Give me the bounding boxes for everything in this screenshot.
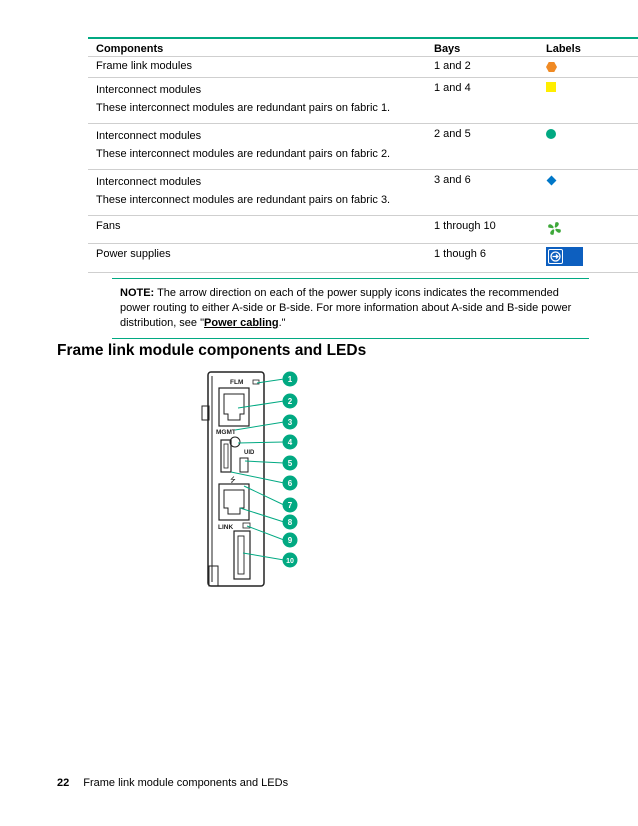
section-title: Frame link module components and LEDs — [57, 342, 367, 359]
table-header — [88, 39, 638, 57]
component-name: Fans — [96, 220, 121, 232]
component-note: These interconnect modules are redundant pairs on fabric 2. — [96, 148, 391, 160]
blue-diamond-icon — [547, 176, 557, 186]
table-row — [88, 216, 638, 244]
table-row — [88, 78, 638, 124]
callout-6: 6 — [287, 479, 293, 488]
callout-5: 5 — [287, 459, 293, 468]
bays-value: 1 though 6 — [434, 248, 486, 260]
component-note: These interconnect modules are redundant pairs on fabric 1. — [96, 102, 391, 114]
yellow-square-icon — [546, 82, 556, 92]
bays-value: 3 and 6 — [434, 174, 471, 186]
header-components: Components — [96, 43, 164, 55]
green-circle-icon — [546, 129, 556, 139]
component-name: Interconnect modules — [96, 130, 202, 142]
page-footer — [57, 777, 288, 789]
callout-3: 3 — [287, 418, 293, 427]
mgmt-port-label: MGMT — [216, 429, 236, 436]
svg-text:⭍: ⭍ — [230, 476, 236, 484]
callout-8: 8 — [287, 518, 293, 527]
header-bays: Bays — [434, 43, 461, 55]
callout-1: 1 — [287, 375, 293, 384]
power-supply-icon — [546, 247, 583, 266]
orange-hexagon-icon — [546, 62, 557, 72]
footer-title: Frame link module components and LEDs — [83, 777, 289, 789]
component-name: Interconnect modules — [96, 176, 202, 188]
note-text: The arrow direction on each of the power supply icons indicates the recommended power routing to either A-side or B-side. For more information about A-side and B-side power distribution, see " — [120, 287, 572, 329]
callout-7: 7 — [287, 501, 293, 510]
uid-label: UID — [244, 450, 255, 456]
note-end: ." — [278, 317, 286, 329]
bays-value: 1 and 4 — [434, 82, 471, 94]
fan-icon — [546, 220, 563, 237]
callout-2: 2 — [287, 397, 293, 406]
callout-4: 4 — [287, 438, 293, 447]
table-row — [88, 57, 638, 78]
callout-10: 10 — [286, 558, 294, 565]
link-port-label: LINK — [218, 524, 234, 531]
component-name: Interconnect modules — [96, 84, 202, 96]
usb-port — [221, 440, 231, 472]
bays-value: 1 through 10 — [434, 220, 496, 232]
page-number: 22 — [57, 777, 70, 789]
frame-link-module-figure — [200, 368, 310, 590]
component-name: Power supplies — [96, 248, 171, 260]
component-note: These interconnect modules are redundant pairs on fabric 3. — [96, 194, 391, 206]
table-row — [88, 244, 638, 273]
callout-9: 9 — [287, 536, 293, 545]
bays-value: 1 and 2 — [434, 60, 471, 72]
component-name: Frame link modules — [96, 60, 192, 72]
bays-value: 2 and 5 — [434, 128, 471, 140]
components-table — [88, 37, 638, 273]
note-box — [112, 278, 589, 339]
power-arrow-icon — [548, 249, 563, 264]
power-cabling-link[interactable]: Power cabling — [204, 317, 279, 329]
header-labels: Labels — [546, 43, 581, 55]
table-row — [88, 170, 638, 216]
link-port — [234, 531, 250, 579]
table-row — [88, 124, 638, 170]
note-label: NOTE: — [120, 287, 155, 299]
flm-port-label: FLM — [230, 379, 244, 386]
